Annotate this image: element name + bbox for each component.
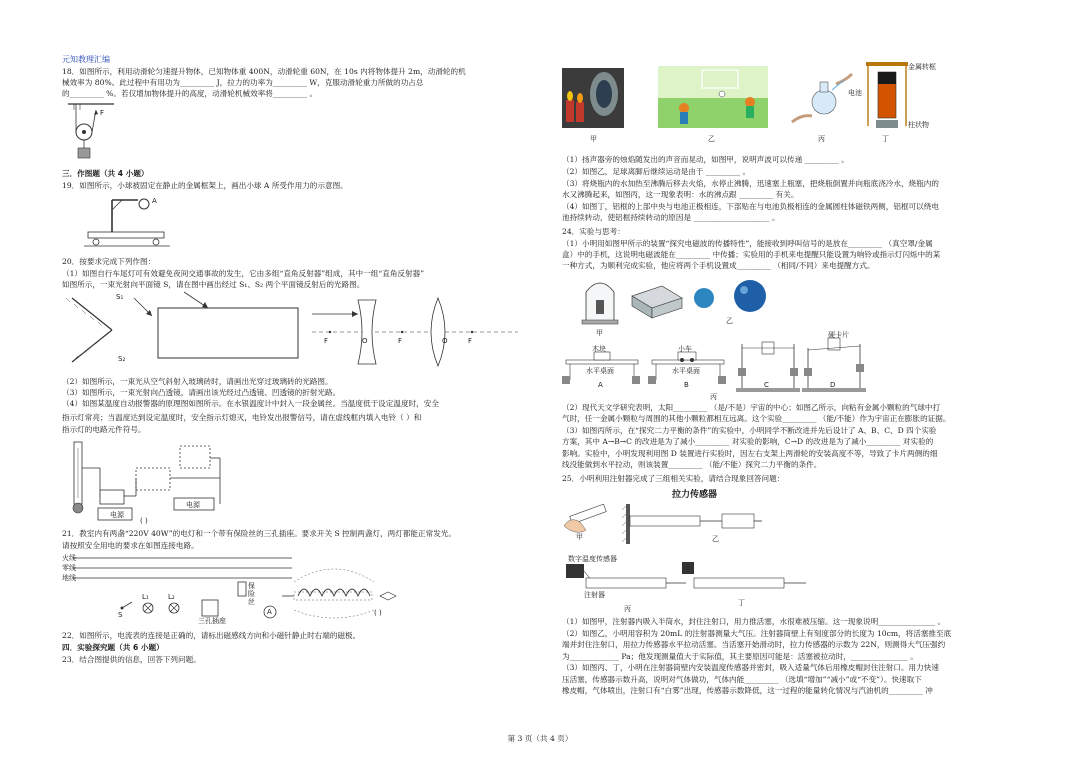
ground-wire-label: 地线 bbox=[62, 574, 76, 582]
block-label: 木块 bbox=[592, 345, 606, 353]
focus-label-3: F bbox=[468, 337, 473, 345]
magnet-paren: ( ) bbox=[374, 609, 382, 617]
q19-line1: 19．如图所示，小球被固定在静止的金属框架上，画出小球 A 所受作用力的示意图。 bbox=[62, 181, 348, 190]
q21-line2: 请按照安全用电的要求在如图连接电路。 bbox=[62, 541, 199, 550]
q24-line2: 盒）中的手机，这说明电磁波能在_________ 中传播；实验用的手机来电提醒只能设置为响铃或指示灯闪烁中的某 bbox=[562, 250, 941, 259]
brand-header: 元知教理汇编 bbox=[62, 55, 110, 64]
focus-label-1: F bbox=[324, 337, 329, 345]
section-3-heading: 三．作图题（共 4 小题） bbox=[62, 169, 149, 178]
q20-line0: 20．按要求完成下列作图： bbox=[62, 257, 156, 266]
card-label: 硬卡片 bbox=[828, 331, 849, 339]
q23-label-yi: 乙 bbox=[708, 135, 715, 143]
q25-line2: （2）如图乙，小明用容积为 20mL 的注射器测量大气压。注射器筒壁上有刻度部分的长度为 10cm，将活塞推至底 bbox=[562, 629, 952, 638]
metal-frame-label: 金属转框 bbox=[908, 63, 936, 71]
battery-label: 电池 bbox=[848, 89, 862, 97]
q20-line4: （3）如图所示，一束光射向凸透镜，请画出该光经过凸透镜、凹透镜的折射光路。 bbox=[62, 388, 341, 397]
s2-label: S₂ bbox=[118, 355, 126, 363]
pulley-figure bbox=[66, 102, 116, 162]
ball-label: A bbox=[152, 197, 157, 205]
q23-intro: 23．结合图提供的信息，回答下列问题。 bbox=[62, 655, 201, 664]
q20-line2: 如图所示，一束光射向平面镜 S，请在图中画出经过 S₁、S₂ 两个平面镜反射后的光路图。 bbox=[62, 280, 365, 289]
temp-sensor-label: 数字温度传感器 bbox=[568, 555, 617, 563]
q25-line6: 压活塞，传感器示数升高，说明对气体做功，气体内能_________ （选填“增加”“减小”或“不变”）。快速取下 bbox=[562, 675, 922, 684]
q25-line1: （1）如图甲，注射器内吸入半筒水，封住注射口，用力推活塞，水很难被压缩。这一现象说明_______________ 。 bbox=[562, 617, 946, 626]
optics-figure bbox=[62, 290, 522, 372]
q24-line5: 气时，任一金属小颗粒与周围的其他小颗粒都相互远离。这个实验_________ （能/不能）作为宇宙正在膨胀的证据。 bbox=[562, 414, 951, 423]
lamp1-label: L₁ bbox=[142, 593, 149, 601]
switch-label: S bbox=[118, 611, 123, 619]
q20-line3: （2）如图所示，一束光从空气斜射入玻璃砖时，请画出光穿过玻璃砖的光路图。 bbox=[62, 377, 333, 386]
page-footer: 第 3 页（共 4 页） bbox=[507, 734, 573, 743]
q24-label-d: D bbox=[830, 381, 836, 389]
q25-label-jia: 甲 bbox=[576, 533, 583, 541]
q24-line6: （3）如图丙所示，在“探究二力平衡的条件”的实验中，小明同学不断改进并先后设计了 A、B、C、D 四个实验 bbox=[562, 426, 937, 435]
power-label-2: 电源 bbox=[186, 501, 200, 509]
q20-line5: （4）如图某温度自动报警器的原理图如图所示。在水银温度计中封入一段金属丝。当温度低于设定温度时，安全 bbox=[62, 399, 439, 408]
focus-label-2: F bbox=[398, 337, 403, 345]
car-label: 小车 bbox=[678, 345, 692, 353]
q25-line5: （3）如图丙、丁，小明在注射器筒壁内安装温度传感器并密封，吸入适量气体后用橡皮帽封住注射口。用力快速 bbox=[562, 663, 939, 672]
power-label-1: 电源 bbox=[110, 511, 124, 519]
force-sensor-label: 拉力传感器 bbox=[672, 490, 718, 500]
q25-line4: 为_____________ Pa；他发现测量值大于实际值，其主要原因可能是：活塞被拉动时，_______________ 。 bbox=[562, 652, 918, 661]
q24-line4: （2）现代天文学研究表明，太阳_________ （是/不是）宇宙的中心；如图乙所示，向粘有金属小颗粒的气球中打 bbox=[562, 403, 941, 412]
zero-wire-label: 零线 bbox=[62, 564, 76, 572]
table-label-b: 水平桌面 bbox=[672, 367, 700, 375]
q18-line2: 械效率为 80%。此过程中有用功为_________ J，拉力的功率为_________ W，克服动滑轮重力所做的功占总 bbox=[62, 78, 424, 87]
q24-label-bing: 丙 bbox=[710, 393, 717, 401]
syringe-label: 注射器 bbox=[584, 591, 605, 599]
household-circuit-figure bbox=[62, 552, 412, 626]
q23-line6: 池持续转动，使铝框持续转动的原因是 ____________________ 。 bbox=[562, 213, 780, 222]
fire-wire-label: 火线 bbox=[62, 554, 76, 562]
q24-figure bbox=[562, 272, 1032, 400]
q24-line8: 影响。实验中，小明发现利用图 D 装置进行实验时，因左右支架上两滑轮的安装高度不等，导致了卡片两侧的细 bbox=[562, 449, 938, 458]
q18-line3: 的_________ %。若仅增加物体提升的高度，动滑轮机械效率将_________ 。 bbox=[62, 89, 318, 98]
table-label-a: 水平桌面 bbox=[586, 367, 614, 375]
q22-line1: 22．如图所示，电流表的连接是正确的，请标出磁感线方向和小磁针静止时右端的磁极。 bbox=[62, 631, 361, 640]
q25-figure bbox=[562, 486, 882, 616]
ammeter-label: A bbox=[267, 608, 272, 616]
q23-line5: （4）如图丁，铝框的上部中央与电池正极相连，下部贴在与电池负极相连的金属圆柱体磁铁两侧，铝框可以绕电 bbox=[562, 202, 939, 211]
q20-line1: （1）如图自行车尾灯可有效避免夜间交通事故的发生，它由多组“直角反射器”组成，其中一组“直角反射器” bbox=[62, 269, 425, 278]
q23-line1: （1）扬声器旁的烛焰随发出的声音而晃动，如图甲，说明声波可以传递 _________ 。 bbox=[562, 155, 849, 164]
q23-line3: （3）将烧瓶内的水加热至沸腾后移去火焰，水停止沸腾，迅速塞上瓶塞，把烧瓶倒置并向瓶底浇冷水，烧瓶内的 bbox=[562, 179, 939, 188]
q24-line7: 方案，其中 A→B→C 的改进是为了减小_________ 对实验的影响，C→D 的改进是为了减小_________ 对实验的 bbox=[562, 437, 934, 446]
q25-label-ding: 丁 bbox=[738, 599, 745, 607]
q24-label-a: A bbox=[598, 381, 603, 389]
q21-line1: 21．教室内有两盏“220V 40W”的电灯和一个带有保险丝的三孔插座。要求开关 S 控制两盏灯，两灯都能正常发光。 bbox=[62, 529, 456, 538]
q24-label-c: C bbox=[764, 381, 769, 389]
q24-line1: （1）小明用如图甲所示的装置“探究电磁波的传播特性”，能接收到呼叫信号的是放在_________ （真空罩/金属 bbox=[562, 239, 933, 248]
fuse-label: 保险丝 bbox=[248, 582, 255, 606]
q23-label-jia: 甲 bbox=[590, 135, 597, 143]
q24-label-yi: 乙 bbox=[726, 317, 733, 325]
pulley-force-label: F bbox=[100, 109, 105, 117]
q24-line3: 一种方式，为顺利完成实验，他应将两个手机设置成_________ （相同/不同）来电提醒方式。 bbox=[562, 261, 875, 270]
q23-figure-row bbox=[562, 62, 1032, 143]
alarm-paren: ( ) bbox=[140, 517, 148, 525]
q25-label-yi: 乙 bbox=[712, 535, 719, 543]
socket-label: 三孔插座 bbox=[198, 617, 226, 625]
convex-center-label: O bbox=[442, 337, 448, 345]
q24-label-b: B bbox=[684, 381, 689, 389]
q23-line2: （2）如图乙，足球离脚后继续运动是由于 _________ 。 bbox=[562, 167, 751, 176]
q25-line3: 端并封住注射口，用拉力传感器水平拉动活塞。当活塞开始滑动时，拉力传感器的示数为 22N，则测得大气压强约 bbox=[562, 640, 946, 649]
q24-line0: 24．实验与思考： bbox=[562, 227, 625, 236]
lamp2-label: L₂ bbox=[168, 593, 175, 601]
q25-line7: 橡皮帽，气体喷出，注射口有“白雾”出现，传感器示数降低，这一过程的能量转化情况与汽油机的_________ 冲 bbox=[562, 686, 933, 695]
cylinder-magnet-label: 柱状物 bbox=[908, 121, 929, 129]
alarm-circuit-figure bbox=[70, 438, 240, 524]
q25-line0: 25．小明利用注射器完成了三组相关实验，请结合现象回答问题： bbox=[562, 474, 785, 483]
q24-line9: 线没能做到水平拉动，则该装置_________ （能/不能）探究二力平衡的条件。 bbox=[562, 460, 822, 469]
q18-line1: 18．如图所示，利用动滑轮匀速提升物体，已知物体重 400N，动滑轮重 60N，在 10s 内将物体提升 2m，动滑轮的机 bbox=[62, 67, 466, 76]
q23-label-ding: 丁 bbox=[882, 135, 889, 143]
q23-label-bing: 丙 bbox=[818, 135, 825, 143]
q25-label-bing: 丙 bbox=[624, 605, 631, 613]
q20-line6: 指示灯常亮；当温度达到设定温度时，安全指示灯熄灭，电铃发出报警信号，请在虚线框内填入电铃（ ）和 bbox=[62, 413, 422, 422]
q20-line7: 指示灯的电路元件符号。 bbox=[62, 425, 146, 434]
q23-line4: 水又沸腾起来，如图丙，这一现象表明：水的沸点跟 _________ 有关。 bbox=[562, 190, 799, 199]
section-4-heading: 四．实验探究题（共 6 小题） bbox=[62, 643, 164, 652]
s1-label: S₁ bbox=[116, 293, 124, 301]
q24-label-jia: 甲 bbox=[596, 329, 603, 337]
concave-center-label: O bbox=[362, 337, 368, 345]
frame-ball-figure bbox=[82, 192, 172, 248]
